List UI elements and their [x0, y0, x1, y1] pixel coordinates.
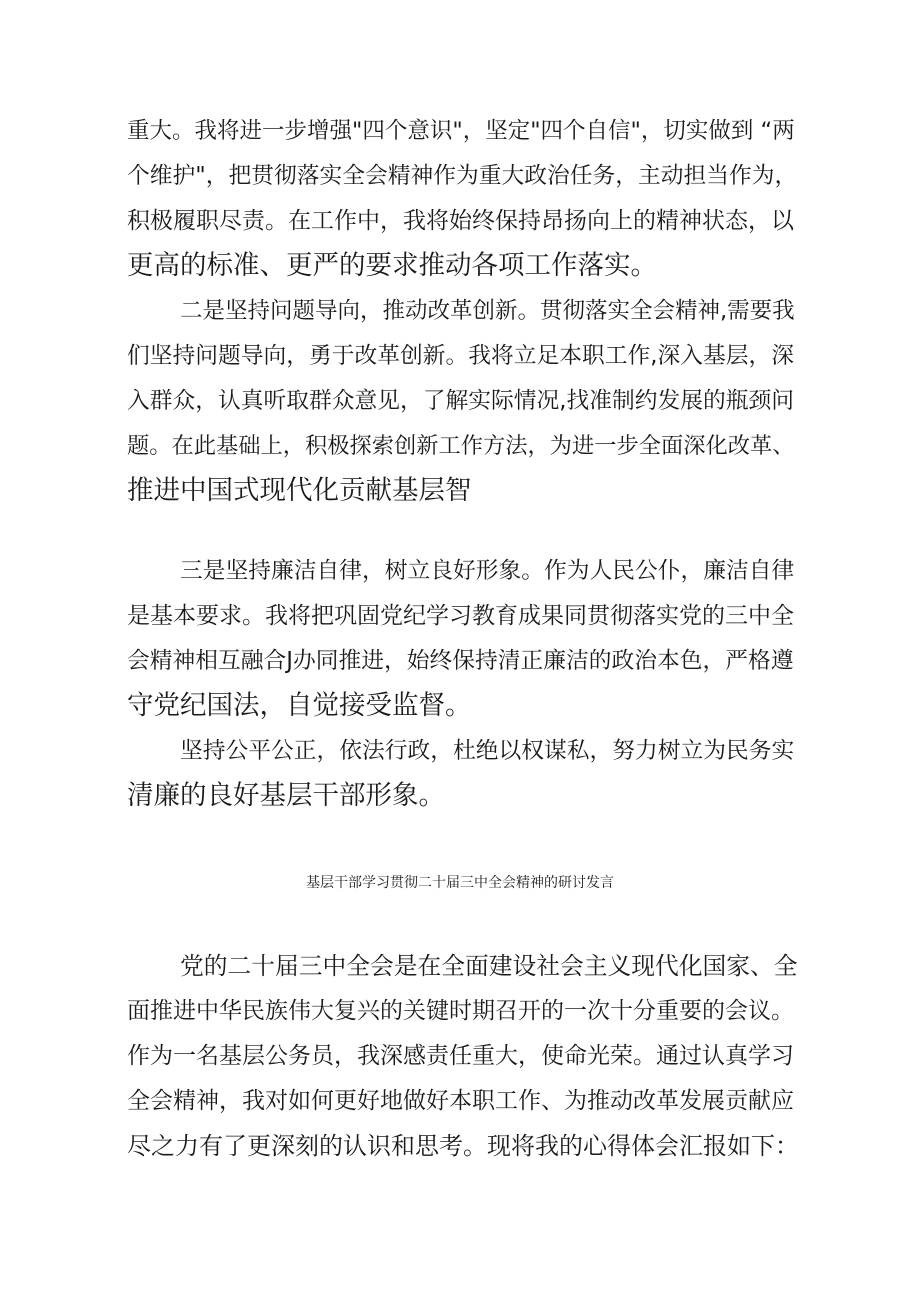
paragraph-line: 题。在此基础上，积极探索创新工作方法，为进一步全面深化改革、 [127, 433, 795, 459]
paragraph-line: 入群众，认真听取群众意见，了解实际情况,找准制约发展的瓶颈问 [127, 388, 794, 414]
paragraph-line: 坚持公平公正，依法行政，杜绝以权谋私，努力树立为民务实 [180, 738, 795, 764]
paragraph-line: 更高的标准、更严的要求推动各项工作落实。 [127, 250, 657, 281]
paragraph-line: 二是坚持问题导向，推动改革创新。贯彻落实全会精神,需要我 [180, 298, 795, 324]
paragraph-line: 面推进中华民族伟大复兴的关键时期召开的一次十分重要的会议。 [127, 998, 794, 1024]
paragraph-line: 守党纪国法，自觉接受监督。 [127, 690, 472, 721]
paragraph-line: 积极履职尽责。在工作中，我将始终保持昂扬向上的精神状态，以 [127, 208, 794, 234]
paragraph-line: 会精神相互融合J办同推进，始终保持清正廉洁的政治本色，严格遵 [127, 648, 794, 674]
paragraph-line: 是基本要求。我将把巩固党纪学习教育成果同贯彻落实党的三中全 [127, 603, 794, 629]
paragraph-line: 尽之力有了更深刻的认识和思考。现将我的心得体会汇报如下： [127, 1132, 799, 1160]
paragraph-line: 个维护"，把贯彻落实全会精神作为重大政治任务，主动担当作为， [127, 163, 798, 189]
paragraph-line: 作为一名基层公务员，我深感责任重大，使命光荣。通过认真学习 [127, 1043, 794, 1069]
paragraph-line: 全会精神，我对如何更好地做好本职工作、为推动改革发展贡献应 [127, 1088, 794, 1114]
paragraph-line: 清廉的良好基层干部形象。 [127, 780, 445, 811]
paragraph-line: 党的二十届三中全会是在全面建设社会主义现代化国家、全 [180, 952, 798, 980]
section-title: 基层干部学习贯彻二十届三中全会精神的研讨发言 [306, 875, 614, 891]
paragraph-line: 三是坚持廉洁自律，树立良好形象。作为人民公仆，廉洁自律 [180, 558, 795, 584]
paragraph-line: 们坚持问题导向，勇于改革创新。我将立足本职工作,深入基层，深 [127, 343, 794, 369]
paragraph-line: 重大。我将进一步增强"四个意识"，坚定"四个自信"，切实做到 “两 [127, 118, 795, 144]
paragraph-line: 推进中国式现代化贡献基层智 [127, 475, 472, 506]
